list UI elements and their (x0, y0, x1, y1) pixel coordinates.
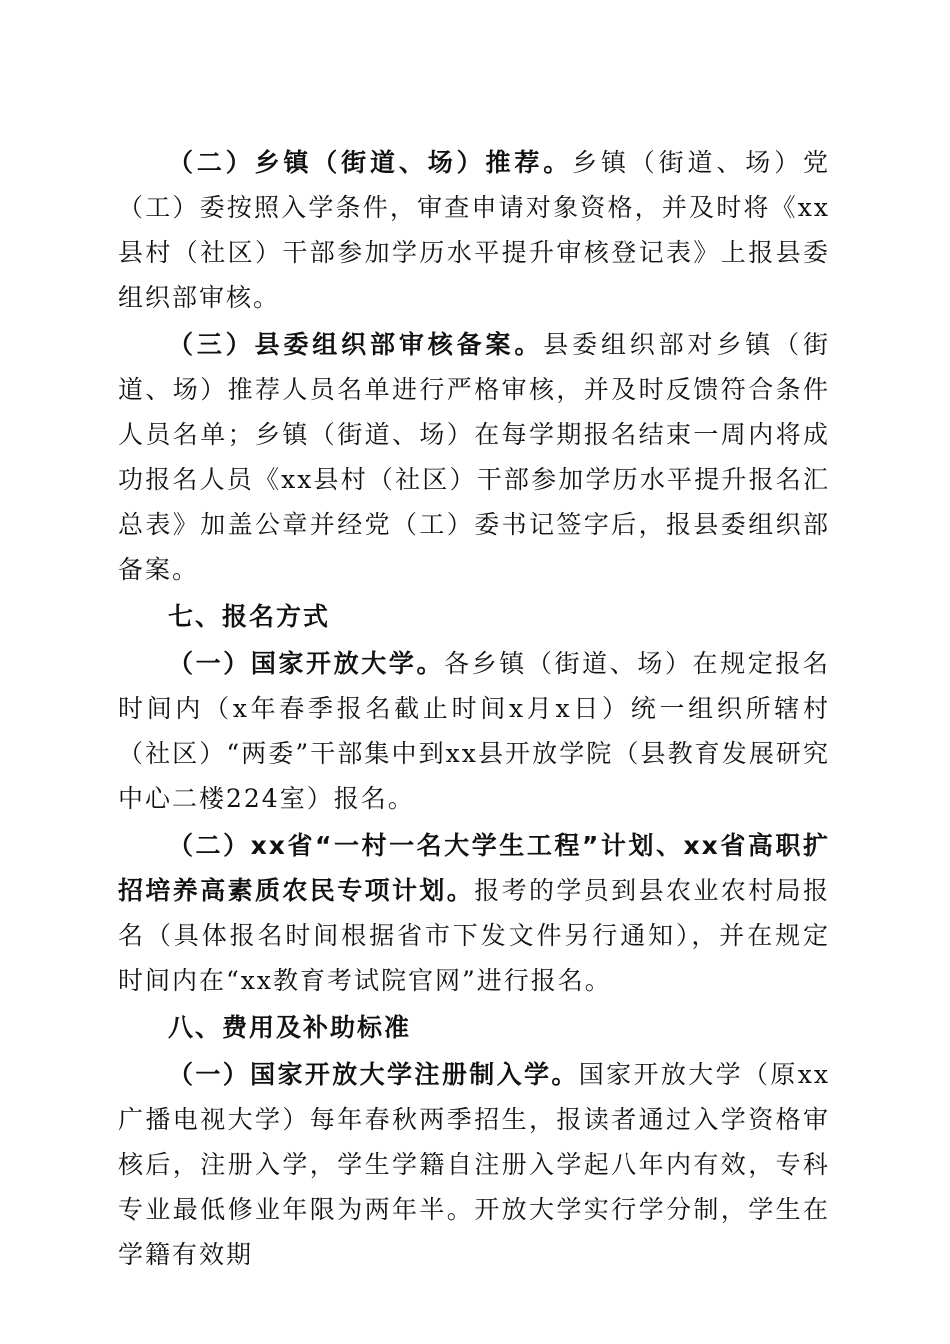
paragraph-text: 国家开放大学（原xx广播电视大学）每年春秋两季招生，报读者通过入学资格审核后，注册入学，学生学籍自注册入学起八年内有效，专科专业最低修业年限为两年半。开放大学实行学分制，学生在学籍有效期 (118, 1060, 830, 1269)
paragraph-text: 报考的学员到县农业农村局报名（具体报名时间根据省市下发文件另行通知），并在规定时间内在“xx教育考试院官网”进行报名。 (118, 876, 830, 995)
paragraph-provincial-programs (118, 823, 830, 1003)
paragraph-open-university-enrollment (118, 1052, 830, 1277)
paragraph-text: 各乡镇（街道、场）在规定报名时间内（x年春季报名截止时间x月x日）统一组织所辖村（社区）“两委”干部集中到xx县开放学院（县教育发展研究中心二楼224室）报名。 (118, 649, 830, 813)
paragraph-lead: （三）县委组织部审核备案。 (168, 330, 544, 359)
paragraph-text: 乡镇（街道、场）党（工）委按照入学条件，审查申请对象资格，并及时将《xx县村（社区）干部参加学历水平提升审核登记表》上报县委组织部审核。 (118, 148, 830, 312)
section-heading-fees: 八、费用及补助标准 (168, 1013, 412, 1042)
paragraph-text: 县委组织部对乡镇（街道、场）推荐人员名单进行严格审核，并及时反馈符合条件人员名单；乡镇（街道、场）在每学期报名结束一周内将成功报名人员《xx县村（社区）干部参加学历水平提升报名汇总表》加盖公章并经党（工）委书记签字后，报县委组织部备案。 (118, 330, 830, 584)
section-heading-registration: 七、报名方式 (168, 602, 331, 631)
paragraph-lead: （一）国家开放大学。 (168, 649, 445, 678)
paragraph-lead: （一）国家开放大学注册制入学。 (168, 1060, 579, 1089)
paragraph-lead: （二）乡镇（街道、场）推荐。 (168, 148, 573, 177)
paragraph-county-review (118, 322, 830, 592)
paragraph-lead: （二）xx省“一村一名大学生工程”计划、xx省高职扩招培养高素质农民专项计划。 (118, 831, 830, 905)
document-body (118, 140, 830, 1279)
paragraph-open-university (118, 641, 830, 821)
paragraph-township-recommendation (118, 140, 830, 320)
